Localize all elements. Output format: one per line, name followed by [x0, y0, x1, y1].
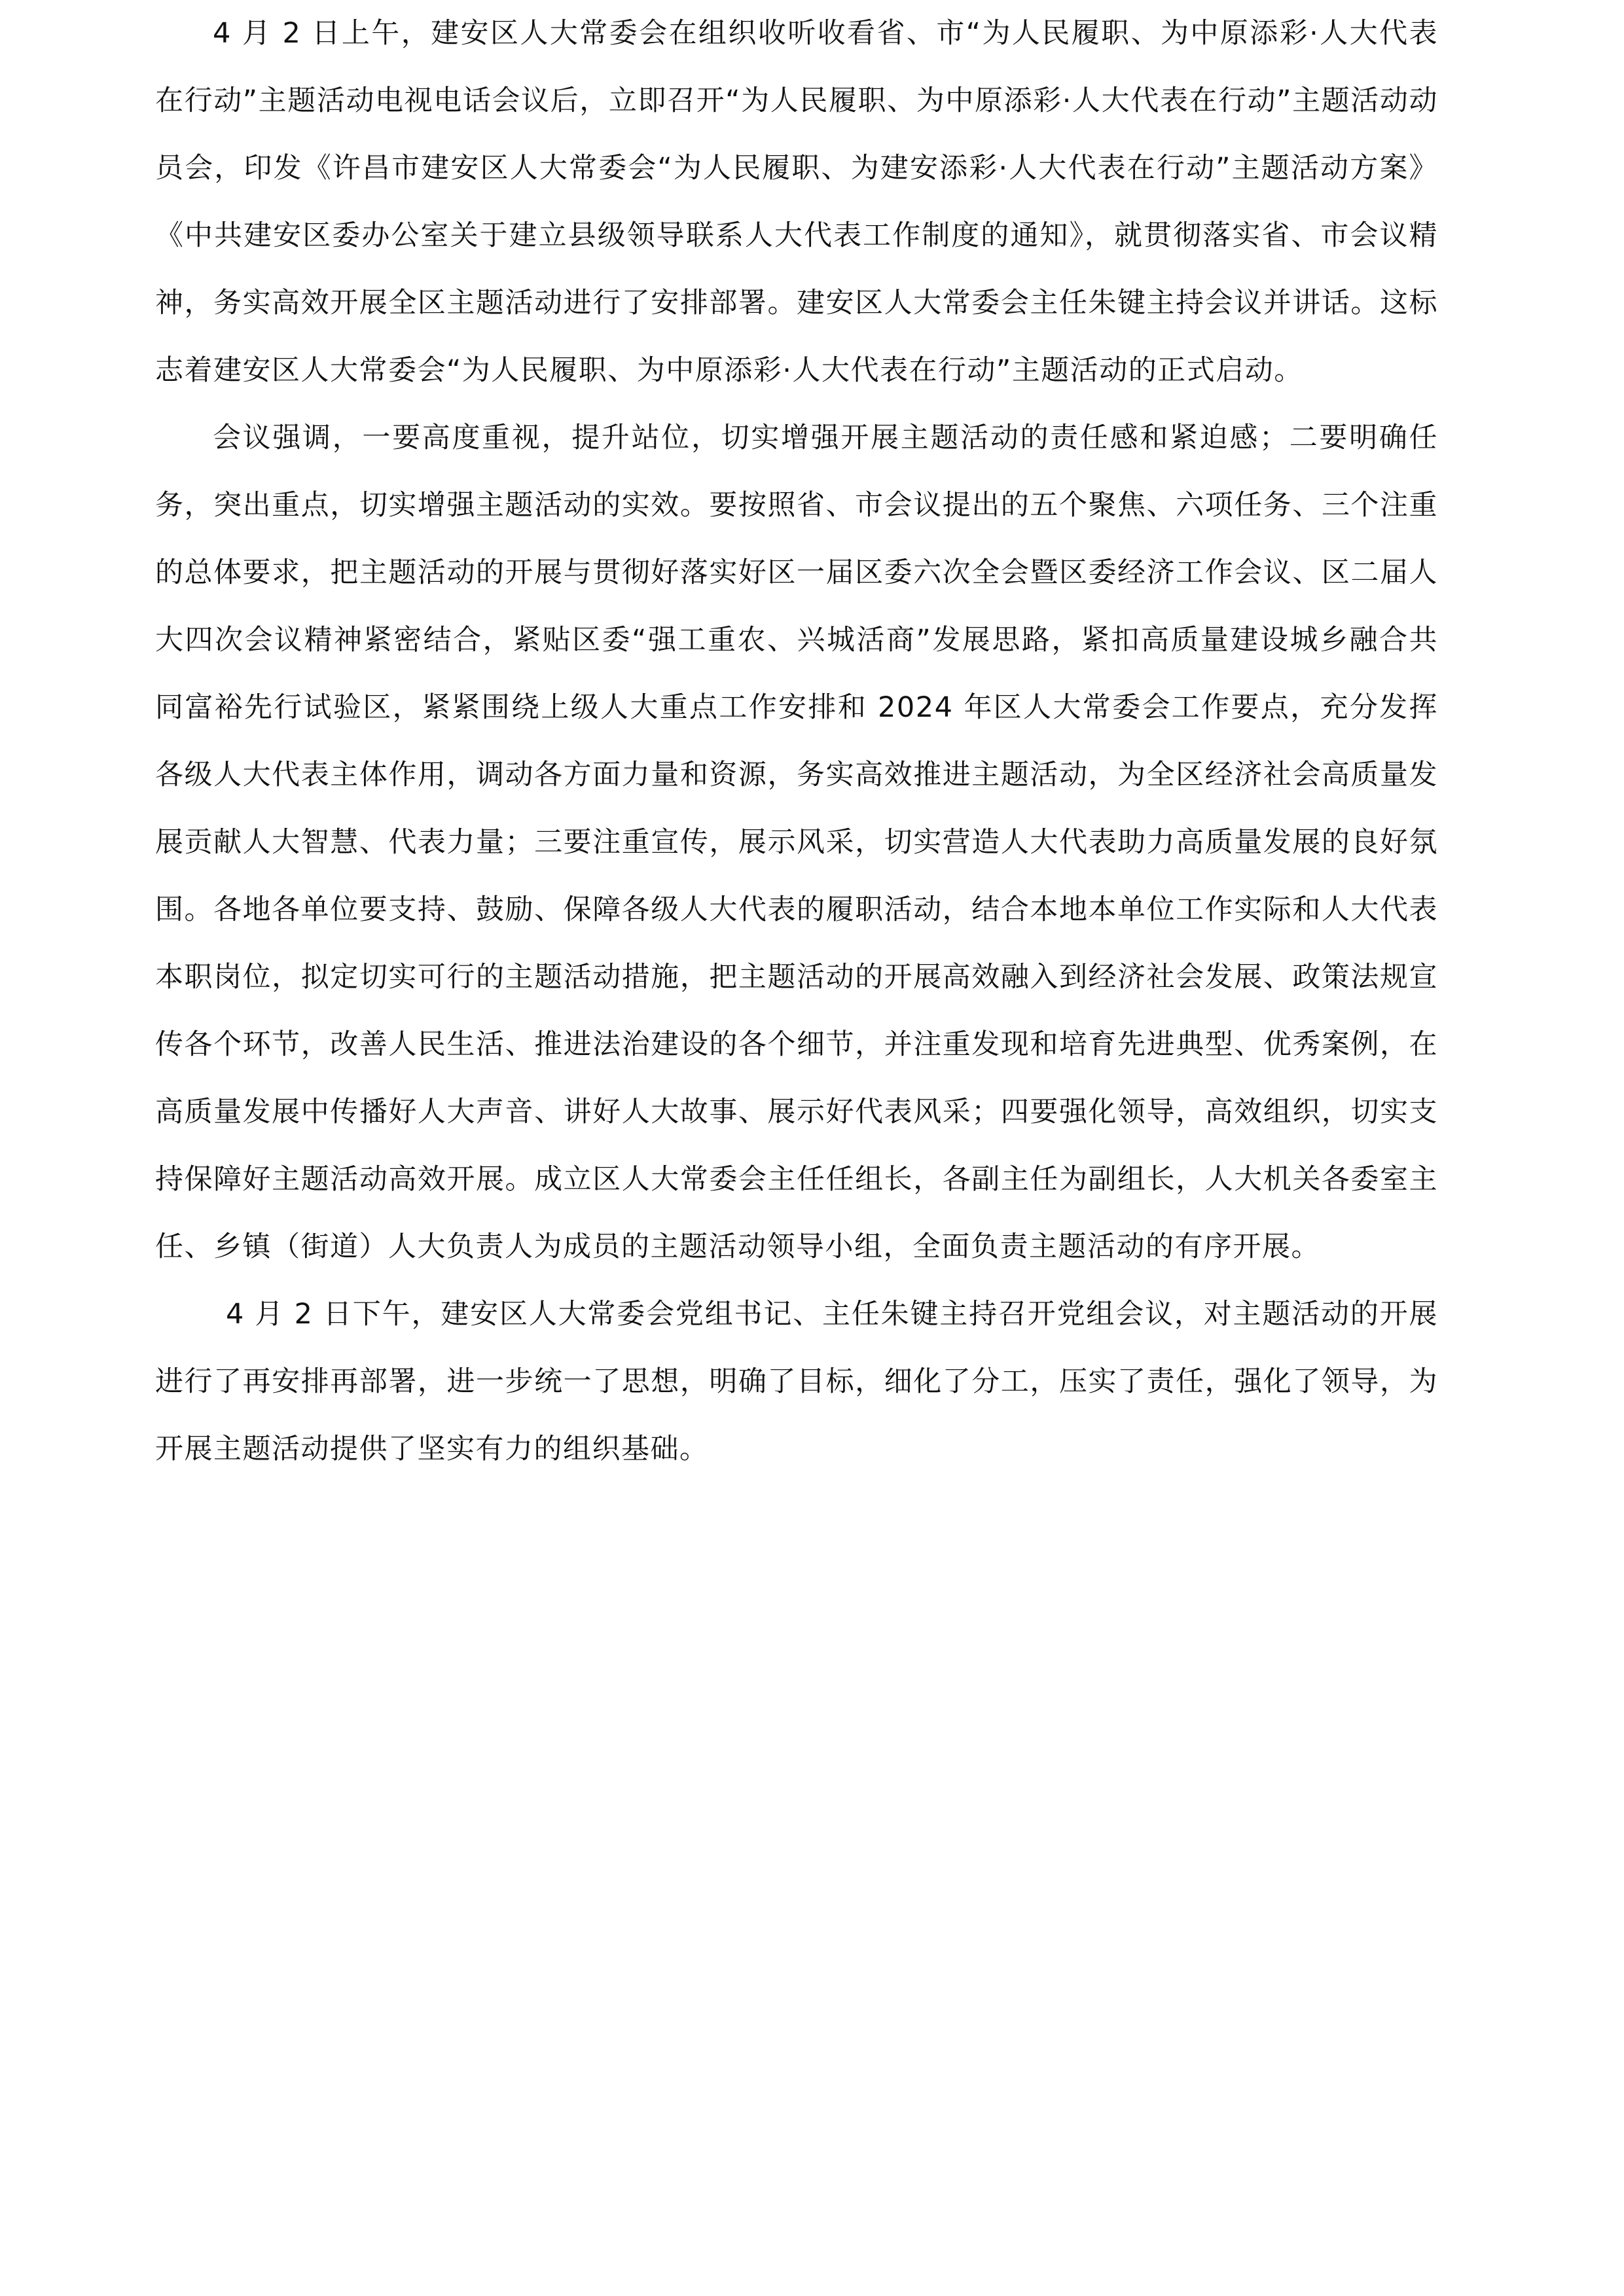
- paragraph-2: 会议强调，一要高度重视，提升站位，切实增强开展主题活动的责任感和紧迫感；二要明确任务，突出重点，切实增强主题活动的实效。要按照省、市会议提出的五个聚焦、六项任务、三个注重的总体要求，把主题活动的开展与贯彻好落实好区一届区委六次全会暨区委经济工作会议、区二届人大四次会议精神紧密结合，紧贴区委“强工重农、兴城活商”发展思路，紧扣高质量建设城乡融合共同富裕先行试验区，紧紧围绕上级人大重点工作安排和 2024 年区人大常委会工作要点，充分发挥各级人大代表主体作用，调动各方面力量和资源，务实高效推进主题活动，为全区经济社会高质量发展贡献人大智慧、代表力量；三要注重宣传，展示风采，切实营造人大代表助力高质量发展的良好氛围。各地各单位要支持、鼓励、保障各级人大代表的履职活动，结合本地本单位工作实际和人大代表本职岗位，拟定切实可行的主题活动措施，把主题活动的开展高效融入到经济社会发展、政策法规宣传各个环节，改善人民生活、推进法治建设的各个细节，并注重发现和培育先进典型、优秀案例，在高质量发展中传播好人大声音、讲好人大故事、展示好代表风采；四要强化领导，高效组织，切实支持保障好主题活动高效开展。成立区人大常委会主任任组长，各副主任为副组长，人大机关各委室主任、乡镇（街道）人大负责人为成员的主题活动领导小组，全面负责主题活动的有序开展。: [155, 422, 1438, 1263]
- paragraph-3: 4 月 2 日下午，建安区人大常委会党组书记、主任朱键主持召开党组会议，对主题活动的开展进行了再安排再部署，进一步统一了思想，明确了目标，细化了分工，压实了责任，强化了领导，为开展主题活动提供了坚实有力的组织基础。: [155, 1298, 1438, 1465]
- document-body: [155, 0, 1438, 1483]
- paragraph-1: 4 月 2 日上午，建安区人大常委会在组织收听收看省、市“为人民履职、为中原添彩·人大代表在行动”主题活动电视电话会议后，立即召开“为人民履职、为中原添彩·人大代表在行动”主题活动动员会，印发《许昌市建安区人大常委会“为人民履职、为建安添彩·人大代表在行动”主题活动方案》《中共建安区委办公室关于建立县级领导联系人大代表工作制度的通知》，就贯彻落实省、市会议精神，务实高效开展全区主题活动进行了安排部署。建安区人大常委会主任朱键主持会议并讲话。这标志着建安区人大常委会“为人民履职、为中原添彩·人大代表在行动”主题活动的正式启动。: [155, 17, 1438, 387]
